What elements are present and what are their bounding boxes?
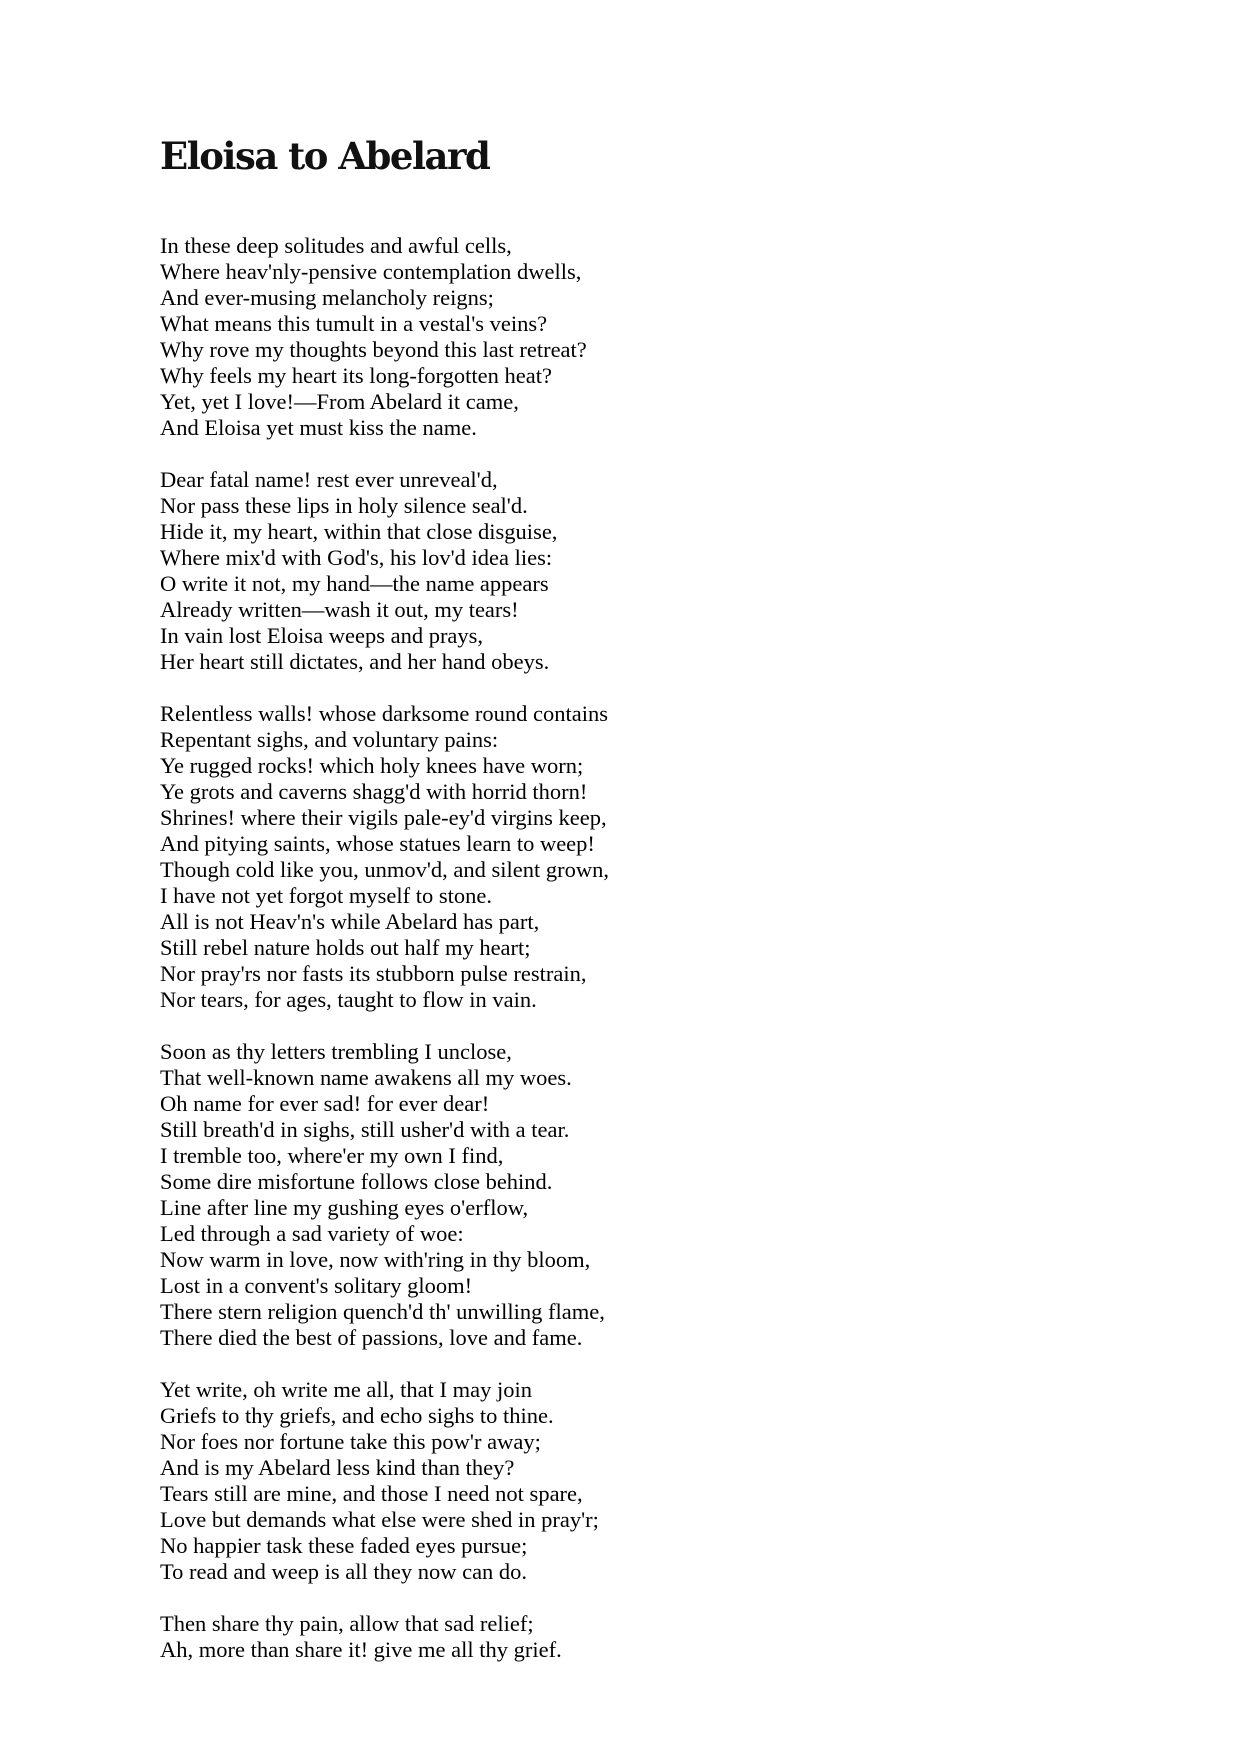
poem-line: Though cold like you, unmov'd, and silent grown, bbox=[160, 857, 610, 882]
poem-line: Soon as thy letters trembling I unclose, bbox=[160, 1039, 512, 1064]
poem-line: And Eloisa yet must kiss the name. bbox=[160, 415, 477, 440]
page-title: Eloisa to Abelard bbox=[160, 134, 490, 178]
stanza bbox=[160, 1377, 1122, 1585]
poem-body bbox=[160, 233, 1122, 1663]
poem-line: Nor tears, for ages, taught to flow in vain. bbox=[160, 987, 537, 1012]
poem-line: Ah, more than share it! give me all thy grief. bbox=[160, 1637, 562, 1662]
poem-line: Then share thy pain, allow that sad relief; bbox=[160, 1611, 534, 1636]
poem-line: Line after line my gushing eyes o'erflow, bbox=[160, 1195, 529, 1220]
poem-line: And is my Abelard less kind than they? bbox=[160, 1455, 515, 1480]
poem-line: Still rebel nature holds out half my heart; bbox=[160, 935, 531, 960]
stanza bbox=[160, 467, 1122, 675]
poem-line: There died the best of passions, love and fame. bbox=[160, 1325, 583, 1350]
stanza bbox=[160, 1611, 1122, 1663]
poem-line: Love but demands what else were shed in pray'r; bbox=[160, 1507, 599, 1532]
poem-line: I tremble too, where'er my own I find, bbox=[160, 1143, 504, 1168]
poem-line: Ye rugged rocks! which holy knees have worn; bbox=[160, 753, 584, 778]
poem-line: Where mix'd with God's, his lov'd idea lies: bbox=[160, 545, 553, 570]
poem-line: There stern religion quench'd th' unwilling flame, bbox=[160, 1299, 605, 1324]
poem-line: That well-known name awakens all my woes. bbox=[160, 1065, 572, 1090]
poem-line: Oh name for ever sad! for ever dear! bbox=[160, 1091, 490, 1116]
poem-line: Nor foes nor fortune take this pow'r away; bbox=[160, 1429, 541, 1454]
poem-line: In vain lost Eloisa weeps and prays, bbox=[160, 623, 484, 648]
poem-line: Tears still are mine, and those I need not spare, bbox=[160, 1481, 583, 1506]
poem-line: Yet, yet I love!—From Abelard it came, bbox=[160, 389, 519, 414]
poem-line: Hide it, my heart, within that close disguise, bbox=[160, 519, 558, 544]
document-content bbox=[0, 132, 1242, 1663]
poem-line: Dear fatal name! rest ever unreveal'd, bbox=[160, 467, 498, 492]
poem-line: Relentless walls! whose darksome round contains bbox=[160, 701, 609, 726]
poem-line: Led through a sad variety of woe: bbox=[160, 1221, 464, 1246]
stanza bbox=[160, 701, 1122, 1013]
poem-line: Still breath'd in sighs, still usher'd with a tear. bbox=[160, 1117, 570, 1142]
poem-line: Nor pray'rs nor fasts its stubborn pulse restrain, bbox=[160, 961, 587, 986]
poem-line: Ye grots and caverns shagg'd with horrid thorn! bbox=[160, 779, 588, 804]
poem-line: And pitying saints, whose statues learn to weep! bbox=[160, 831, 595, 856]
poem-line: Repentant sighs, and voluntary pains: bbox=[160, 727, 499, 752]
poem-line: Where heav'nly-pensive contemplation dwells, bbox=[160, 259, 582, 284]
poem-line: What means this tumult in a vestal's veins? bbox=[160, 311, 548, 336]
poem-line: O write it not, my hand—the name appears bbox=[160, 571, 549, 596]
poem-line: No happier task these faded eyes pursue; bbox=[160, 1533, 528, 1558]
poem-line: Some dire misfortune follows close behind. bbox=[160, 1169, 553, 1194]
poem-line: Yet write, oh write me all, that I may join bbox=[160, 1377, 533, 1402]
poem-line: Shrines! where their vigils pale-ey'd virgins keep, bbox=[160, 805, 607, 830]
poem-line: Griefs to thy griefs, and echo sighs to thine. bbox=[160, 1403, 554, 1428]
poem-line: Nor pass these lips in holy silence seal'd. bbox=[160, 493, 528, 518]
poem-line: Why rove my thoughts beyond this last retreat? bbox=[160, 337, 587, 362]
poem-line: Now warm in love, now with'ring in thy bloom, bbox=[160, 1247, 591, 1272]
poem-line: I have not yet forgot myself to stone. bbox=[160, 883, 493, 908]
poem-line: And ever-musing melancholy reigns; bbox=[160, 285, 494, 310]
poem-line: All is not Heav'n's while Abelard has part, bbox=[160, 909, 540, 934]
stanza bbox=[160, 233, 1122, 441]
poem-line: Her heart still dictates, and her hand obeys. bbox=[160, 649, 550, 674]
poem-line: To read and weep is all they now can do. bbox=[160, 1559, 528, 1584]
stanza bbox=[160, 1039, 1122, 1351]
poem-line: Lost in a convent's solitary gloom! bbox=[160, 1273, 473, 1298]
poem-line: Already written—wash it out, my tears! bbox=[160, 597, 519, 622]
poem-line: Why feels my heart its long-forgotten heat? bbox=[160, 363, 552, 388]
poem-line: In these deep solitudes and awful cells, bbox=[160, 233, 512, 258]
